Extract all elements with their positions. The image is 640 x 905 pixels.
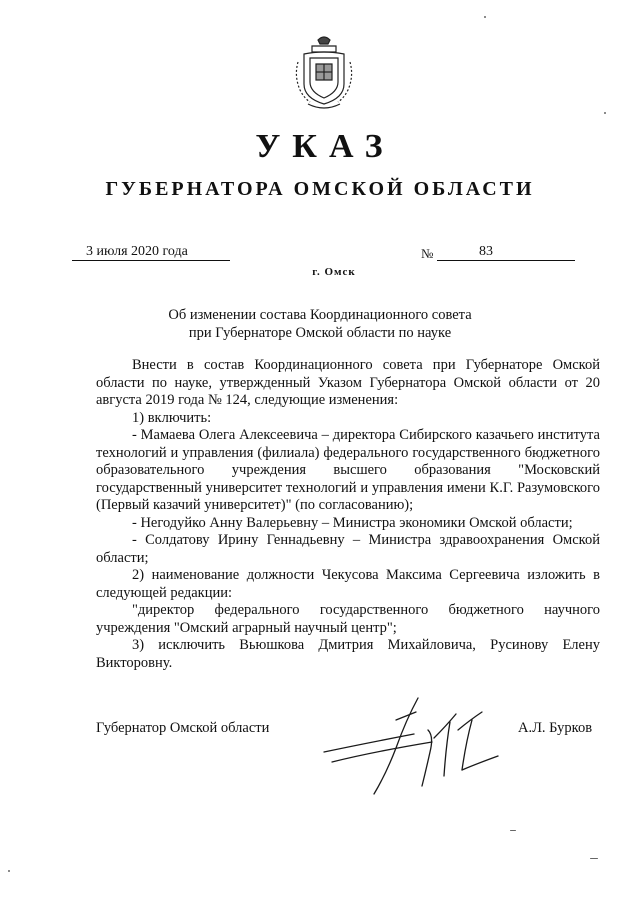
scan-speck <box>510 830 516 831</box>
decree-number-label: № <box>421 246 434 261</box>
body-paragraph: - Солдатову Ирину Геннадьевну – Министра здравоохранения Омской области; <box>96 532 600 566</box>
document-title: УКАЗ <box>255 128 395 165</box>
body-paragraph: "директор федерального государственного бюджетного научного учреждения "Омский аграрный научный центр"; <box>96 602 600 636</box>
decree-number: 83 <box>437 244 575 261</box>
scan-speck <box>604 112 606 114</box>
scan-speck <box>484 16 486 18</box>
body-paragraph: - Мамаева Олега Алексеевича – директора Сибирского казачьего института технологий и управления (филиала) федерального государственного бюджетного образовательного учреждения высшего образования "Московский государственный университет технологий и управления имени К.Г. Разумовского (Первый казачий университет)" (по согласованию); <box>96 427 600 513</box>
decree-city: г. Омск <box>312 266 356 278</box>
decree-heading <box>0 306 640 342</box>
decree-body <box>96 357 600 672</box>
body-paragraph: Внести в состав Координационного совета при Губернаторе Омской области по науке, утвержденный Указом Губернатора Омской области от 20 августа 2019 года № 124, следующие изменения: <box>96 357 600 408</box>
signature-icon <box>322 690 508 800</box>
body-paragraph: 3) исключить Вьюшкова Дмитрия Михайловича, Русинову Елену Викторовну. <box>96 637 600 671</box>
heading-line: Об изменении состава Координационного совета <box>168 307 472 323</box>
body-paragraph: 1) включить: <box>132 409 212 426</box>
scan-speck <box>8 870 10 872</box>
coat-of-arms-icon <box>290 32 358 114</box>
signer-name: А.Л. Бурков <box>518 720 593 736</box>
body-paragraph: 2) наименование должности Чекусова Максима Сергеевича изложить в следующей редакции: <box>96 567 600 601</box>
scan-speck <box>590 858 598 859</box>
heading-line: при Губернаторе Омской области по науке <box>188 325 452 341</box>
decree-date: 3 июля 2020 года <box>72 244 230 261</box>
body-paragraph: - Негодуйко Анну Валерьевну – Министра экономики Омской области; <box>132 514 573 531</box>
document-subtitle: ГУБЕРНАТОРА ОМСКОЙ ОБЛАСТИ <box>105 178 535 200</box>
signer-position: Губернатор Омской области <box>96 720 270 736</box>
